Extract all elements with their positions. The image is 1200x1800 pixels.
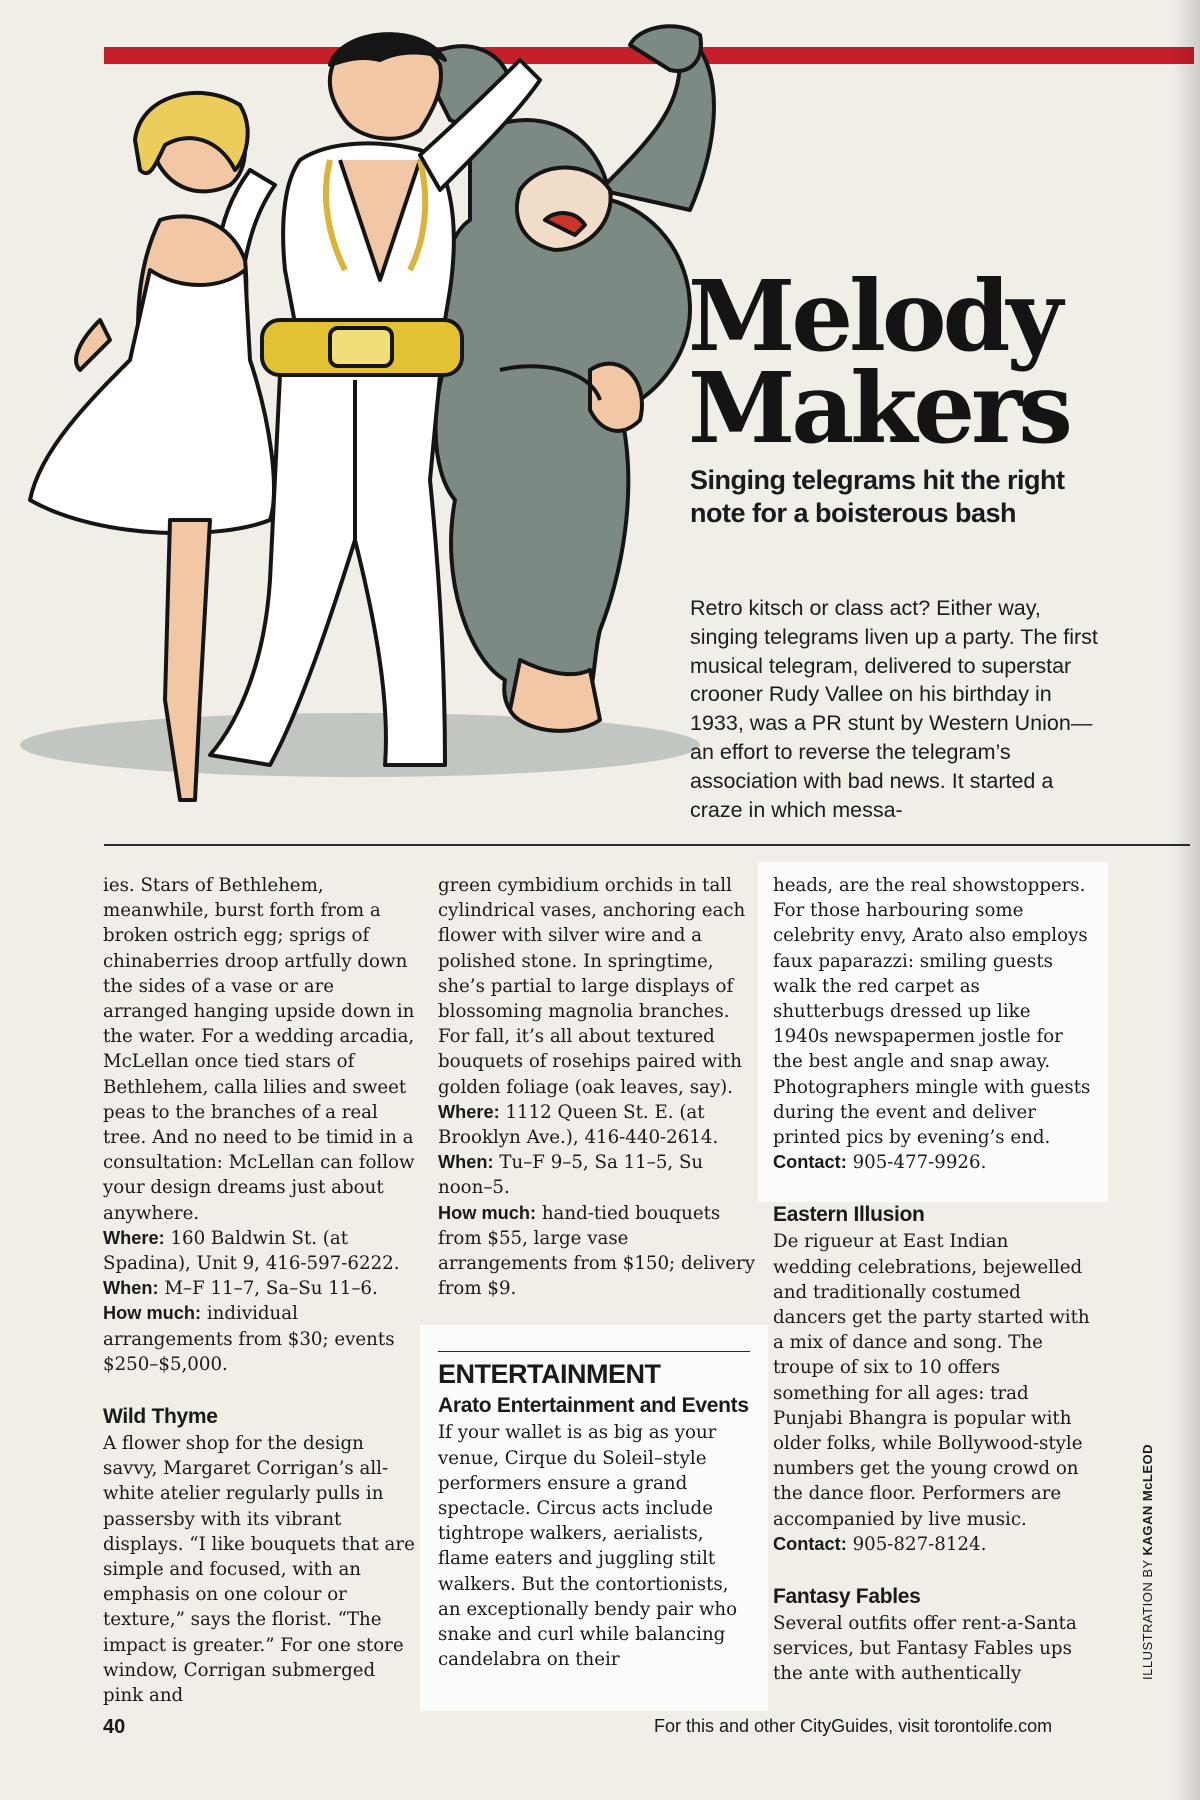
wild-thyme-heading: Wild Thyme xyxy=(103,1405,218,1429)
where-label: Where: xyxy=(438,1101,500,1122)
how-much-label: How much: xyxy=(438,1202,537,1223)
col3-paragraph-1: heads, are the real showstoppers. For those harbouring some celebrity envy, Arato also employs faux paparazzi: smiling guests walk the red carpet as shutterbugs dressed up like 1940s newspapermen jostle for the best angle and snap away. Photographers mingle with guests during the event and deliver printed pics by evening’s end. xyxy=(773,875,1091,1149)
article-intro: Retro kitsch or class act? Either way, singing telegrams liven up a party. The first musical telegram, delivered to superstar crooner Rudy Vallee on his birthday in 1933, was a PR stunt by Western Union—an effort to reverse the telegram’s association with bad news. It started a craze in which messa- xyxy=(690,596,1098,822)
col2-how-much xyxy=(438,1201,756,1302)
col3-contact-2 xyxy=(773,1532,1091,1557)
contact-label: Contact: xyxy=(773,1152,847,1173)
when-label: When: xyxy=(103,1278,159,1299)
illustration-credit xyxy=(1140,1444,1155,1680)
col1-where xyxy=(103,1226,421,1276)
when-value: Tu–F 9–5, Sa 11–5, Su noon–5. xyxy=(438,1152,704,1199)
where-value: 1112 Queen St. E. (at Brooklyn Ave.), 416-440-2614. xyxy=(438,1101,719,1149)
page-number: 40 xyxy=(103,1716,126,1738)
credit-prefix: ILLUSTRATION BY xyxy=(1140,1559,1155,1680)
section-divider xyxy=(104,844,1190,846)
footer-promo: For this and other CityGuides, visit torontolife.com xyxy=(654,1716,1053,1736)
how-much-label: How much: xyxy=(103,1303,202,1324)
col3-paragraph-3: Several outfits offer rent-a-Santa services, but Fantasy Fables ups the ante with authentically xyxy=(773,1613,1077,1685)
col3-paragraph-2: De rigueur at East Indian wedding celebrations, bejewelled and traditionally costumed dancers get the party started with a mix of dance and song. The troupe of six to 10 offers something for all ages: trad Punjabi Bhangra is popular with older folks, while Bollywood-style numbers get the young crowd on the dance floor. Performers are accompanied by live music. xyxy=(773,1231,1090,1530)
col2-paragraph-1: green cymbidium orchids in tall cylindrical vases, anchoring each flower with silver wire and a polished stone. In springtime, she’s partial to large displays of blossoming magnolia branches. For fall, it’s all about textured bouquets of rosehips paired with golden foliage (oak leaves, say). xyxy=(438,875,746,1098)
eastern-illusion-heading: Eastern Illusion xyxy=(773,1203,925,1227)
fantasy-fables-heading: Fantasy Fables xyxy=(773,1585,921,1609)
how-much-value: individual arrangements from $30; events $250–$5,000. xyxy=(103,1303,395,1375)
where-value: 160 Baldwin St. (at Spadina), Unit 9, 416-597-6222. xyxy=(103,1227,400,1275)
contact-label: Contact: xyxy=(773,1533,847,1554)
entertainment-kicker: ENTERTAINMENT xyxy=(438,1359,661,1390)
headline-line2: Makers xyxy=(688,351,1069,465)
credit-name: KAGAN McLEOD xyxy=(1140,1443,1155,1556)
how-much-value: hand-tied bouquets from $55, large vase arrangements from $150; delivery from $9. xyxy=(438,1202,755,1300)
headline-line1: Melody xyxy=(688,259,1059,373)
column-1 xyxy=(103,873,421,1708)
contact-value: 905-827-8124. xyxy=(852,1533,987,1555)
where-label: Where: xyxy=(103,1227,165,1248)
col2-when xyxy=(438,1150,756,1200)
col3-contact-1 xyxy=(773,1150,1091,1175)
col1-paragraph-1: ies. Stars of Bethlehem, meanwhile, burst forth from a broken ostrich egg; sprigs of chinaberries droop artfully down the sides of a vase or are arranged hanging upside down in the water. For a wedding arcadia, McLellan once tied stars of Bethlehem, calla lilies and sweet peas to the branches of a real tree. And no need to be timid in a consultation: McLellan can follow your design dreams just about anywhere. xyxy=(103,875,415,1224)
col2-where xyxy=(438,1100,756,1150)
column-3 xyxy=(773,873,1091,1687)
arato-heading: Arato Entertainment and Events xyxy=(438,1394,749,1418)
when-label: When: xyxy=(438,1152,494,1173)
col1-how-much xyxy=(103,1301,421,1377)
col2-paragraph-2: If your wallet is as big as your venue, Cirque du Soleil–style performers ensure a grand spectacle. Circus acts include tightrope walkers, aerialists, flame eaters and juggling stilt walkers. But the contortionists, an exceptionally bendy pair who snake and curl while balancing candelabra on their xyxy=(438,1422,738,1671)
contact-value: 905-477-9926. xyxy=(852,1152,987,1174)
article-dek: Singing telegrams hit the right note for a boisterous bash xyxy=(690,465,1065,528)
article-headline xyxy=(688,259,1108,465)
entertainment-rule xyxy=(438,1351,750,1352)
col1-when xyxy=(103,1276,421,1301)
column-2 xyxy=(438,873,756,1672)
page-edge-shadow xyxy=(1172,0,1200,1800)
col1-paragraph-2: A flower shop for the design savvy, Margaret Corrigan’s all-white atelier regularly pulls in passersby with its vibrant displays. “I like bouquets that are simple and focused, with an emphasis on one colour or texture,” says the florist. “The impact is greater.” For one store window, Corrigan submerged pink and xyxy=(103,1433,415,1707)
when-value: M–F 11–7, Sa–Su 11–6. xyxy=(164,1278,378,1300)
